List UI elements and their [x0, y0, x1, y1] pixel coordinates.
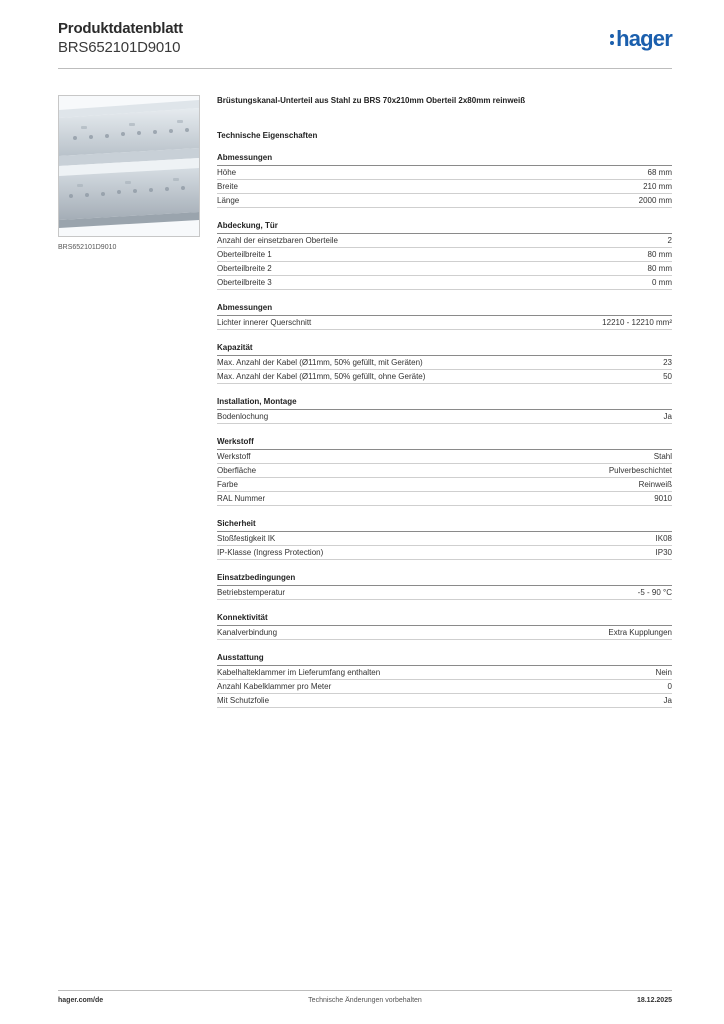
section-title: Abmessungen [217, 303, 672, 316]
table-row [217, 410, 672, 424]
table-row [217, 532, 672, 546]
row-value: 23 [663, 358, 672, 367]
row-value: 68 mm [647, 168, 672, 177]
section-kapazitaet [217, 343, 672, 384]
row-value: 0 mm [652, 278, 672, 287]
row-value: 12210 - 12210 mm² [602, 318, 672, 327]
section-konnektivitaet [217, 613, 672, 640]
section-title: Werkstoff [217, 437, 672, 450]
row-value: -5 - 90 °C [637, 588, 672, 597]
section-title: Kapazität [217, 343, 672, 356]
image-caption: BRS652101D9010 [58, 244, 117, 251]
row-value: 9010 [654, 494, 672, 503]
row-label: Höhe [217, 168, 237, 177]
row-label: Mit Schutzfolie [217, 696, 270, 705]
table-row [217, 262, 672, 276]
row-value: 2 [667, 236, 672, 245]
footer-notice: Technische Änderungen vorbehalten [308, 997, 422, 1004]
table-row [217, 234, 672, 248]
row-label: Bodenlochung [217, 412, 269, 421]
row-value: Reinweiß [638, 480, 672, 489]
table-row [217, 166, 672, 180]
page-title: Produktdatenblatt [58, 20, 183, 37]
table-row [217, 464, 672, 478]
footer-date: 18.12.2025 [636, 997, 672, 1004]
section-abmessungen-querschnitt [217, 303, 672, 330]
row-label: IP-Klasse (Ingress Protection) [217, 548, 324, 557]
section-title: Sicherheit [217, 519, 672, 532]
row-value: 210 mm [643, 182, 672, 191]
section-werkstoff [217, 437, 672, 506]
row-label: Kabelhalteklammer im Lieferumfang enthalten [217, 668, 381, 677]
section-ausstattung [217, 653, 672, 708]
table-row [217, 316, 672, 330]
table-row [217, 546, 672, 560]
section-title: Abmessungen [217, 153, 672, 166]
row-label: Stoßfestigkeit IK [217, 534, 276, 543]
table-row [217, 180, 672, 194]
row-value: Ja [663, 412, 672, 421]
row-value: IK08 [655, 534, 672, 543]
section-installation-montage [217, 397, 672, 424]
cable-trunking-photo-icon [59, 96, 199, 236]
section-title: Abdeckung, Tür [217, 221, 672, 234]
row-label: Werkstoff [217, 452, 251, 461]
section-title: Ausstattung [217, 653, 672, 666]
table-row [217, 248, 672, 262]
row-value: Ja [663, 696, 672, 705]
row-value: 80 mm [647, 264, 672, 273]
section-abmessungen [217, 153, 672, 208]
hager-logo[interactable] [610, 28, 672, 50]
row-value: Pulverbeschichtet [608, 466, 672, 475]
table-row [217, 194, 672, 208]
row-label: Breite [217, 182, 238, 191]
row-label: Länge [217, 196, 240, 205]
row-value: 50 [663, 372, 672, 381]
tech-properties-heading: Technische Eigenschaften [217, 131, 318, 140]
row-label: Farbe [217, 480, 238, 489]
section-title: Konnektivität [217, 613, 672, 626]
table-row [217, 666, 672, 680]
row-value: 2000 mm [638, 196, 672, 205]
product-details [217, 95, 672, 708]
table-row [217, 626, 672, 640]
section-title: Einsatzbedingungen [217, 573, 672, 586]
table-row [217, 450, 672, 464]
website-link[interactable]: hager.com/de [58, 997, 104, 1004]
row-label: Oberfläche [217, 466, 257, 475]
table-row [217, 492, 672, 506]
row-label: Kanalverbindung [217, 628, 278, 637]
logo-text: hager [616, 26, 672, 51]
product-image [58, 95, 200, 237]
section-einsatzbedingungen [217, 573, 672, 600]
row-label: Anzahl der einsetzbaren Oberteile [217, 236, 338, 245]
row-value: 80 mm [647, 250, 672, 259]
table-row [217, 478, 672, 492]
table-row [217, 276, 672, 290]
row-value: Nein [655, 668, 672, 677]
row-label: Betriebstemperatur [217, 588, 286, 597]
row-label: Lichter innerer Querschnitt [217, 318, 312, 327]
table-row [217, 370, 672, 384]
page-header [58, 20, 672, 66]
row-value: Stahl [653, 452, 672, 461]
section-sicherheit [217, 519, 672, 560]
header-divider [58, 68, 672, 69]
row-label: Max. Anzahl der Kabel (Ø11mm, 50% gefüllt, ohne Geräte) [217, 372, 426, 381]
row-value: 0 [667, 682, 672, 691]
row-label: Anzahl Kabelklammer pro Meter [217, 682, 332, 691]
footer-divider [58, 990, 672, 991]
row-value: IP30 [655, 548, 672, 557]
logo-dots-icon [610, 34, 614, 45]
table-row [217, 586, 672, 600]
row-value: Extra Kupplungen [608, 628, 672, 637]
row-label: RAL Nummer [217, 494, 266, 503]
row-label: Max. Anzahl der Kabel (Ø11mm, 50% gefüllt, mit Geräten) [217, 358, 423, 367]
table-row [217, 680, 672, 694]
row-label: Oberteilbreite 1 [217, 250, 272, 259]
product-description: Brüstungskanal-Unterteil aus Stahl zu BRS 70x210mm Oberteil 2x80mm reinweiß [217, 96, 526, 105]
product-code: BRS652101D9010 [58, 39, 181, 56]
section-abdeckung-tuer [217, 221, 672, 290]
row-label: Oberteilbreite 2 [217, 264, 272, 273]
table-row [217, 356, 672, 370]
table-row [217, 694, 672, 708]
section-title: Installation, Montage [217, 397, 672, 410]
row-label: Oberteilbreite 3 [217, 278, 272, 287]
